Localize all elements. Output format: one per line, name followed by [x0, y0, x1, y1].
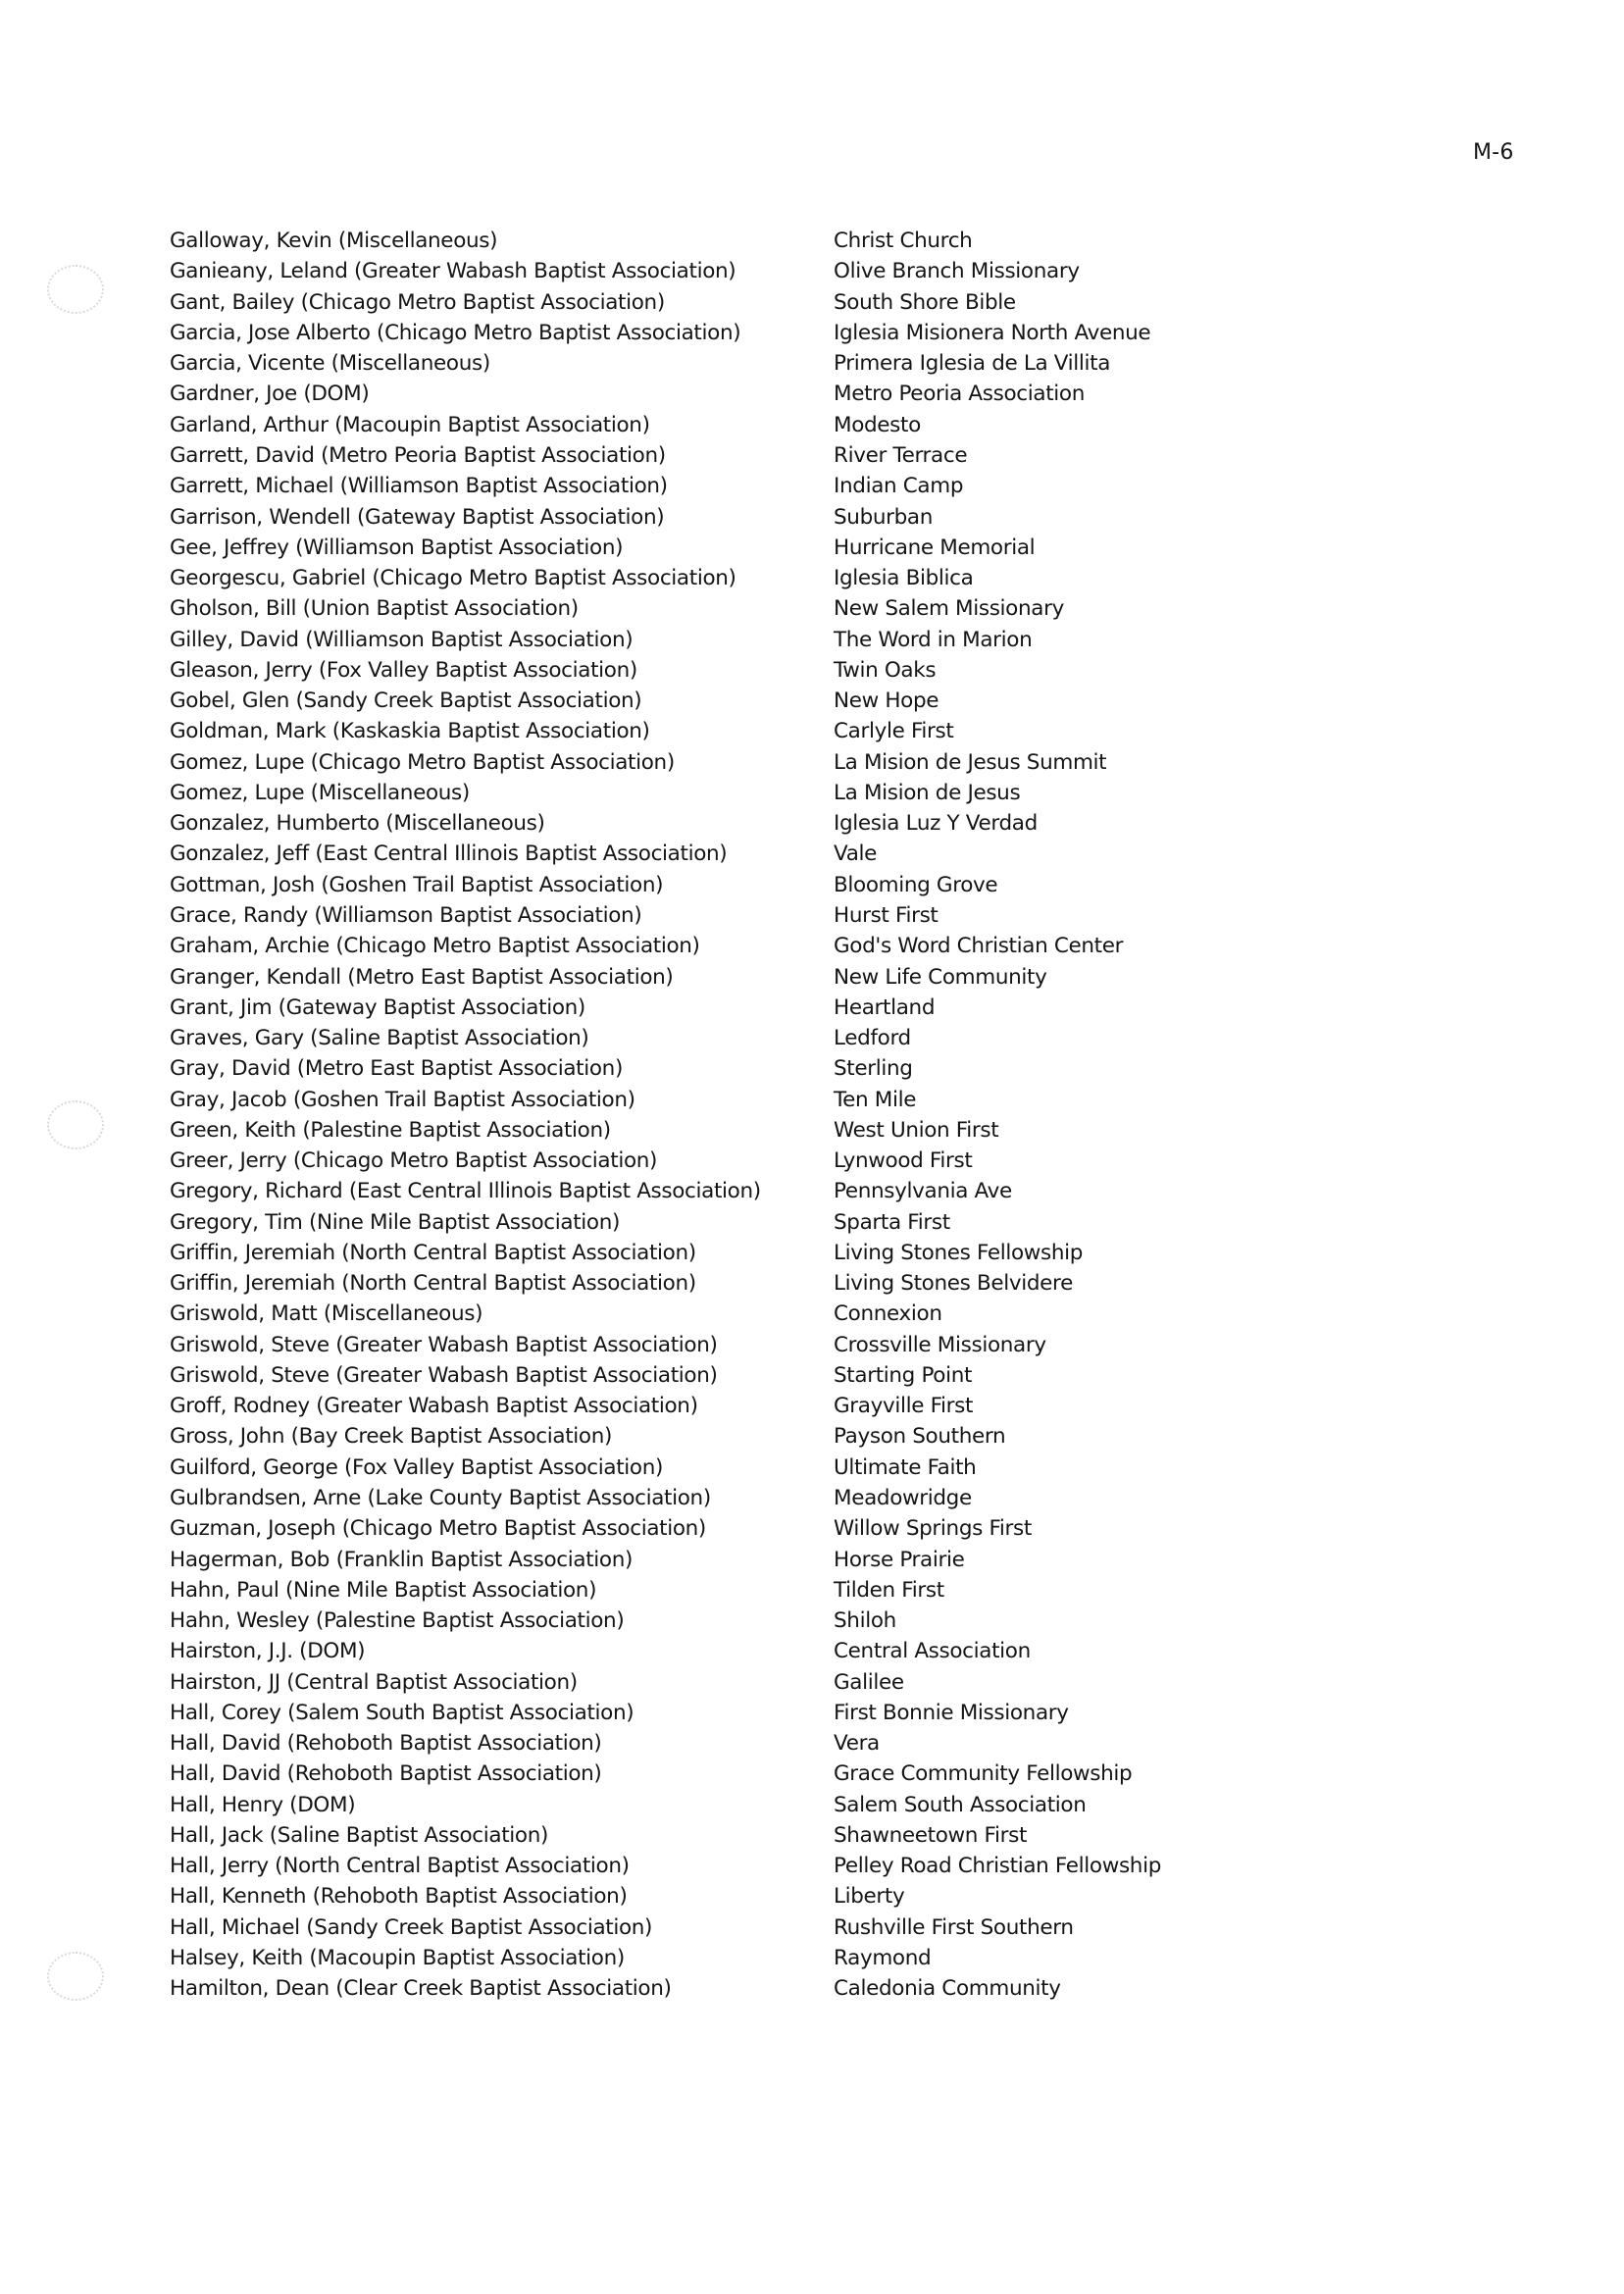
church-name: Salem South Association [834, 1792, 1087, 1817]
church-name: Central Association [834, 1639, 1031, 1664]
church-name: Starting Point [834, 1362, 973, 1388]
pastor-name: Gomez, Lupe (Chicago Metro Baptist Association) [170, 749, 675, 775]
pastor-name: Green, Keith (Palestine Baptist Association) [170, 1117, 611, 1143]
pastor-name: Gomez, Lupe (Miscellaneous) [170, 780, 470, 805]
pastor-name: Grant, Jim (Gateway Baptist Association) [170, 994, 585, 1020]
list-item [170, 1943, 1248, 1973]
list-item [170, 808, 1248, 839]
list-item [170, 1483, 1248, 1513]
pastor-name: Guilford, George (Fox Valley Baptist Association) [170, 1454, 664, 1480]
list-item [170, 501, 1248, 532]
list-item [170, 593, 1248, 624]
pastor-name: Gray, Jacob (Goshen Trail Baptist Association) [170, 1087, 635, 1112]
list-item [170, 226, 1248, 256]
pastor-name: Groff, Rodney (Greater Wabash Baptist Association) [170, 1394, 698, 1419]
church-name: Vera [834, 1731, 880, 1757]
pastor-name: Gonzalez, Humberto (Miscellaneous) [170, 811, 545, 837]
church-name: Pelley Road Christian Fellowship [834, 1854, 1161, 1879]
pastor-name: Garrett, Michael (Williamson Baptist Association) [170, 474, 668, 499]
church-name: Connexion [834, 1301, 942, 1327]
list-item [170, 1728, 1248, 1759]
church-name: Sterling [834, 1056, 913, 1082]
pastor-name: Gholson, Bill (Union Baptist Association) [170, 596, 579, 622]
church-name: Raymond [834, 1946, 932, 1970]
pastor-name: Granger, Kendall (Metro East Baptist Association) [170, 964, 674, 990]
church-name: Christ Church [834, 229, 973, 254]
list-item [170, 1544, 1248, 1574]
church-name: Carlyle First [834, 719, 954, 744]
church-name: Suburban [834, 504, 934, 530]
pastor-name: Griffin, Jeremiah (North Central Baptist Association) [170, 1240, 696, 1265]
church-name: New Salem Missionary [834, 596, 1064, 622]
list-item [170, 1513, 1248, 1544]
pastor-name: Garrett, David (Metro Peoria Baptist Association) [170, 442, 666, 468]
pastor-name: Gardner, Joe (DOM) [170, 382, 370, 407]
list-item [170, 440, 1248, 471]
pastor-name: Graham, Archie (Chicago Metro Baptist Association) [170, 934, 700, 959]
pastor-name: Hagerman, Bob (Franklin Baptist Association) [170, 1547, 634, 1572]
list-item [170, 1820, 1248, 1851]
list-item [170, 1176, 1248, 1206]
list-item [170, 256, 1248, 286]
list-item [170, 1973, 1248, 2004]
church-name: Iglesia Biblica [834, 566, 974, 591]
pastor-name: Graves, Gary (Saline Baptist Association) [170, 1026, 589, 1051]
church-name: Ten Mile [834, 1087, 917, 1112]
church-name: Heartland [834, 994, 936, 1020]
list-item [170, 1759, 1248, 1789]
church-name: Twin Oaks [834, 657, 937, 683]
page-number: M-6 [1473, 140, 1514, 165]
pastor-name: Gilley, David (Williamson Baptist Association) [170, 627, 634, 652]
church-name: Pennsylvania Ave [834, 1179, 1012, 1204]
list-item [170, 686, 1248, 716]
pastor-name: Hall, Michael (Sandy Creek Baptist Association) [170, 1914, 653, 1940]
list-item [170, 870, 1248, 900]
pastor-name: Gregory, Tim (Nine Mile Baptist Association) [170, 1209, 621, 1235]
list-item [170, 533, 1248, 563]
pastor-name: Griswold, Steve (Greater Wabash Baptist Association) [170, 1332, 718, 1357]
pastor-name: Gulbrandsen, Arne (Lake County Baptist Association) [170, 1486, 711, 1511]
list-item [170, 1084, 1248, 1114]
church-name: Sparta First [834, 1209, 950, 1235]
pastor-name: Hahn, Wesley (Palestine Baptist Association) [170, 1608, 625, 1634]
pastor-name: Gee, Jeffrey (Williamson Baptist Association) [170, 535, 624, 560]
church-name: Tilden First [834, 1577, 944, 1603]
church-name: Living Stones Belvidere [834, 1271, 1073, 1297]
church-name: Galilee [834, 1669, 904, 1695]
pastor-name: Halsey, Keith (Macoupin Baptist Association) [170, 1946, 625, 1970]
pastor-name: Grace, Randy (Williamson Baptist Association) [170, 902, 642, 928]
pastor-name: Hairston, J.J. (DOM) [170, 1639, 366, 1664]
church-name: God's Word Christian Center [834, 934, 1124, 959]
pastor-name: Griswold, Matt (Miscellaneous) [170, 1301, 483, 1327]
church-name: Grayville First [834, 1394, 974, 1419]
pastor-name: Griswold, Steve (Greater Wabash Baptist Association) [170, 1362, 718, 1388]
church-name: Hurst First [834, 902, 939, 928]
pastor-name: Gottman, Josh (Goshen Trail Baptist Association) [170, 872, 664, 897]
list-item [170, 1360, 1248, 1391]
list-item [170, 379, 1248, 409]
list-item [170, 1115, 1248, 1146]
pastor-name: Gant, Bailey (Chicago Metro Baptist Association) [170, 289, 665, 315]
church-name: Iglesia Misionera North Avenue [834, 320, 1151, 345]
church-name: Ledford [834, 1026, 911, 1051]
list-item [170, 931, 1248, 961]
church-name: Caledonia Community [834, 1976, 1061, 2002]
pastor-name: Hamilton, Dean (Clear Creek Baptist Association) [170, 1976, 672, 2002]
church-name: Living Stones Fellowship [834, 1240, 1084, 1265]
church-name: Hurricane Memorial [834, 535, 1036, 560]
church-name: Metro Peoria Association [834, 382, 1085, 407]
church-name: Rushville First Southern [834, 1914, 1074, 1940]
list-item [170, 1268, 1248, 1299]
church-name: First Bonnie Missionary [834, 1700, 1069, 1725]
list-item [170, 1299, 1248, 1329]
list-item [170, 1912, 1248, 1943]
pastor-name: Galloway, Kevin (Miscellaneous) [170, 229, 498, 254]
pastor-name: Hall, Jack (Saline Baptist Association) [170, 1822, 549, 1848]
punch-hole-mark [47, 1100, 104, 1149]
list-item [170, 778, 1248, 808]
pastor-name: Garcia, Jose Alberto (Chicago Metro Baptist Association) [170, 320, 741, 345]
pastor-name: Garland, Arthur (Macoupin Baptist Association) [170, 412, 650, 437]
list-item [170, 1053, 1248, 1084]
pastor-name: Guzman, Joseph (Chicago Metro Baptist Association) [170, 1516, 706, 1542]
list-item [170, 1238, 1248, 1268]
pastor-name: Griffin, Jeremiah (North Central Baptist Association) [170, 1271, 696, 1297]
list-item [170, 1453, 1248, 1483]
pastor-name: Hall, David (Rehoboth Baptist Association) [170, 1761, 602, 1787]
list-item [170, 1421, 1248, 1452]
church-name: West Union First [834, 1117, 999, 1143]
list-item [170, 655, 1248, 686]
pastor-name: Gonzalez, Jeff (East Central Illinois Baptist Association) [170, 841, 728, 867]
list-item [170, 1146, 1248, 1176]
list-item [170, 1698, 1248, 1728]
list-item [170, 471, 1248, 501]
list-item [170, 993, 1248, 1023]
pastor-name: Greer, Jerry (Chicago Metro Baptist Association) [170, 1148, 658, 1174]
pastor-name: Garcia, Vicente (Miscellaneous) [170, 351, 490, 377]
pastor-name: Gobel, Glen (Sandy Creek Baptist Association) [170, 688, 642, 714]
list-item [170, 410, 1248, 440]
list-item [170, 1575, 1248, 1606]
pastor-name: Gleason, Jerry (Fox Valley Baptist Association) [170, 657, 637, 683]
list-item [170, 716, 1248, 746]
church-name: New Life Community [834, 964, 1047, 990]
list-item [170, 961, 1248, 992]
list-item [170, 1666, 1248, 1697]
list-item [170, 1023, 1248, 1053]
pastor-name: Hall, Jerry (North Central Baptist Association) [170, 1854, 630, 1879]
church-name: Iglesia Luz Y Verdad [834, 811, 1038, 837]
list-item [170, 1391, 1248, 1421]
list-item [170, 318, 1248, 348]
pastor-name: Gray, David (Metro East Baptist Association) [170, 1056, 623, 1082]
pastor-name: Gross, John (Bay Creek Baptist Association) [170, 1424, 613, 1450]
pastor-name: Hairston, JJ (Central Baptist Association) [170, 1669, 578, 1695]
church-name: River Terrace [834, 442, 968, 468]
list-item [170, 563, 1248, 593]
church-name: Modesto [834, 412, 921, 437]
list-item [170, 747, 1248, 778]
church-name: Payson Southern [834, 1424, 1006, 1450]
list-item [170, 624, 1248, 654]
pastor-name: Hall, Henry (DOM) [170, 1792, 356, 1817]
list-item [170, 1851, 1248, 1881]
church-name: Grace Community Fellowship [834, 1761, 1133, 1787]
pastor-name: Gregory, Richard (East Central Illinois Baptist Association) [170, 1179, 761, 1204]
pastor-church-listing [170, 226, 1248, 2004]
pastor-name: Hall, Corey (Salem South Baptist Association) [170, 1700, 634, 1725]
church-name: Liberty [834, 1884, 905, 1910]
list-item [170, 900, 1248, 931]
pastor-name: Ganieany, Leland (Greater Wabash Baptist Association) [170, 259, 736, 284]
church-name: New Hope [834, 688, 939, 714]
list-item [170, 348, 1248, 379]
church-name: Vale [834, 841, 878, 867]
list-item [170, 1636, 1248, 1666]
church-name: Lynwood First [834, 1148, 973, 1174]
church-name: Crossville Missionary [834, 1332, 1046, 1357]
list-item [170, 1606, 1248, 1636]
pastor-name: Georgescu, Gabriel (Chicago Metro Baptist Association) [170, 566, 736, 591]
church-name: Blooming Grove [834, 872, 998, 897]
punch-hole-mark [47, 265, 104, 314]
church-name: Indian Camp [834, 474, 964, 499]
list-item [170, 1330, 1248, 1360]
list-item [170, 839, 1248, 869]
pastor-name: Hall, David (Rehoboth Baptist Association) [170, 1731, 602, 1757]
church-name: Shawneetown First [834, 1822, 1028, 1848]
list-item [170, 1207, 1248, 1238]
pastor-name: Hahn, Paul (Nine Mile Baptist Association) [170, 1577, 597, 1603]
church-name: Shiloh [834, 1608, 896, 1634]
pastor-name: Hall, Kenneth (Rehoboth Baptist Association) [170, 1884, 628, 1910]
pastor-name: Garrison, Wendell (Gateway Baptist Association) [170, 504, 665, 530]
church-name: The Word in Marion [834, 627, 1033, 652]
church-name: Ultimate Faith [834, 1454, 977, 1480]
church-name: Horse Prairie [834, 1547, 965, 1572]
list-item [170, 1881, 1248, 1912]
church-name: Meadowridge [834, 1486, 972, 1511]
punch-hole-mark [47, 1952, 104, 2001]
pastor-name: Goldman, Mark (Kaskaskia Baptist Association) [170, 719, 650, 744]
church-name: Willow Springs First [834, 1516, 1032, 1542]
list-item [170, 287, 1248, 318]
church-name: La Mision de Jesus [834, 780, 1021, 805]
list-item [170, 1790, 1248, 1820]
church-name: South Shore Bible [834, 289, 1016, 315]
church-name: La Mision de Jesus Summit [834, 749, 1107, 775]
church-name: Primera Iglesia de La Villita [834, 351, 1111, 377]
church-name: Olive Branch Missionary [834, 259, 1080, 284]
